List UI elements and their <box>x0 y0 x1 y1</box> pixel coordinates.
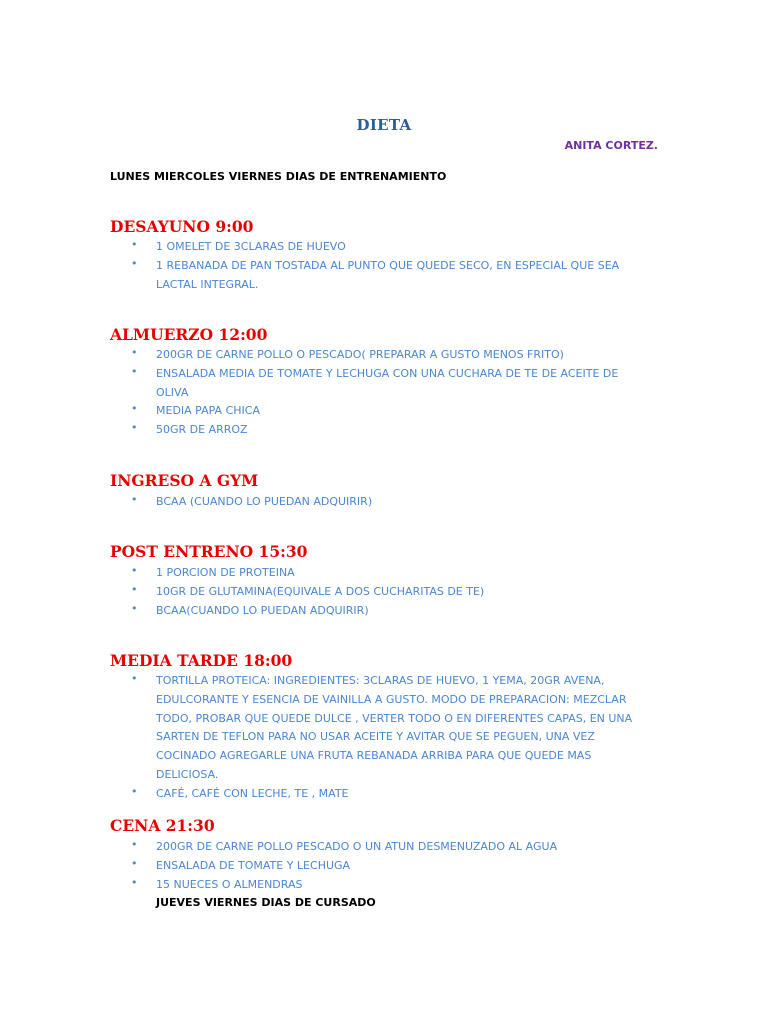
list-item-line: 1 PORCION DE PROTEINA <box>156 566 295 579</box>
list-item-line: LACTAL INTEGRAL. <box>156 277 259 291</box>
bullet-icon: • <box>131 582 138 596</box>
training-days-label: LUNES MIERCOLES VIERNES DIAS DE ENTRENAMIENTO <box>110 170 447 183</box>
bullet-icon: • <box>131 856 138 870</box>
bullet-icon: • <box>131 364 138 378</box>
section-heading: INGRESO A GYM <box>110 471 259 490</box>
bullet-icon: • <box>131 421 138 435</box>
list-item-line: 200GR DE CARNE POLLO O PESCADO( PREPARAR A GUSTO MENOS FRITO) <box>156 348 564 361</box>
list-item-line: OLIVA <box>156 385 189 399</box>
list-item <box>156 857 350 876</box>
list-item <box>156 365 618 403</box>
list-item-line: 200GR DE CARNE POLLO PESCADO O UN ATUN DESMENUZADO AL AGUA <box>156 840 558 853</box>
list-item <box>156 876 303 895</box>
list-item <box>156 564 295 583</box>
list-item <box>156 838 557 857</box>
section-heading: MEDIA TARDE 18:00 <box>110 651 293 670</box>
list-item-line: 1 REBANADA DE PAN TOSTADA AL PUNTO QUE QUEDE SECO, EN ESPECIAL QUE SEA <box>156 258 620 272</box>
list-item-line: 10GR DE GLUTAMINA(EQUIVALE A DOS CUCHARITAS DE TE) <box>156 584 485 598</box>
bullet-icon: • <box>131 875 138 889</box>
section-heading: CENA 21:30 <box>110 816 215 835</box>
list-item <box>156 402 260 421</box>
list-item-line: ENSALADA DE TOMATE Y LECHUGA <box>156 858 351 872</box>
author-name: ANITA CORTEZ. <box>564 139 658 152</box>
section-heading: ALMUERZO 12:00 <box>110 325 268 344</box>
bullet-icon: • <box>131 838 138 851</box>
list-item-line: COCINADO AGREGARLE UNA FRUTA REBANADA ARRIBA PARA QUE QUEDE MAS <box>156 749 592 763</box>
list-item-line: 15 NUECES O ALMENDRAS <box>156 877 303 891</box>
bullet-icon: • <box>131 238 138 251</box>
bullet-icon: • <box>131 601 138 615</box>
list-item <box>156 493 372 512</box>
list-item-line: MEDIA PAPA CHICA <box>156 404 260 418</box>
list-item <box>156 238 346 257</box>
list-item <box>156 583 484 602</box>
list-item-line: 1 OMELET DE 3CLARAS DE HUEVO <box>156 240 346 253</box>
bullet-icon: • <box>131 672 138 685</box>
list-item-line: ENSALADA MEDIA DE TOMATE Y LECHUGA CON UNA CUCHARA DE TE DE ACEITE DE <box>156 366 619 380</box>
list-item <box>156 602 369 621</box>
list-item-line: SARTEN DE TEFLON PARA NO USAR ACEITE Y AVITAR QUE SE PEGUEN, UNA VEZ <box>156 730 595 744</box>
list-item <box>156 346 564 365</box>
list-item-line: TODO, PROBAR QUE QUEDE DULCE , VERTER TODO O EN DIFERENTES CAPAS, EN UNA <box>156 711 633 725</box>
list-item <box>156 785 348 804</box>
bullet-icon: • <box>131 256 138 270</box>
bullet-icon: • <box>131 402 138 416</box>
list-item <box>156 257 619 295</box>
section-heading: POST ENTRENO 15:30 <box>110 542 308 561</box>
document-title: DIETA <box>356 116 412 134</box>
list-item <box>156 421 248 440</box>
bullet-icon: • <box>131 784 138 798</box>
list-item-line: DELICIOSA. <box>156 767 219 781</box>
list-item-line: BCAA(CUANDO LO PUEDAN ADQUIRIR) <box>156 603 369 617</box>
list-item-line: EDULCORANTE Y ESENCIA DE VAINILLA A GUSTO. MODO DE PREPARACION: MEZCLAR <box>156 692 627 706</box>
bullet-icon: • <box>131 564 138 577</box>
bullet-icon: • <box>131 493 138 506</box>
list-item-line: 50GR DE ARROZ <box>156 423 248 437</box>
list-item <box>156 672 632 785</box>
list-item-line: TORTILLA PROTEICA: INGREDIENTES: 3CLARAS DE HUEVO, 1 YEMA, 20GR AVENA, <box>156 674 605 687</box>
section-heading: DESAYUNO 9:00 <box>110 217 254 236</box>
list-item-line: CAFÉ, CAFÉ CON LECHE, TE , MATE <box>156 786 349 800</box>
bullet-icon: • <box>131 346 138 359</box>
list-item-line: BCAA (CUANDO LO PUEDAN ADQUIRIR) <box>156 495 373 508</box>
study-days-label: JUEVES VIERNES DIAS DE CURSADO <box>156 896 376 909</box>
